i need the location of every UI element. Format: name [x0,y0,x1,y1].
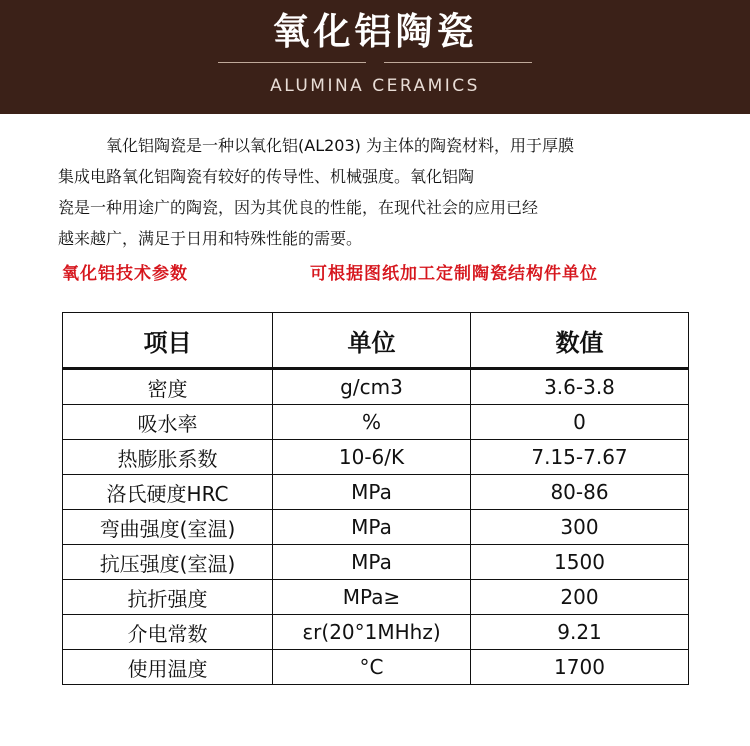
cell-value: 9.21 [471,615,689,650]
title-divider-right [384,62,532,63]
spec-table [62,312,689,685]
cell-value: 300 [471,510,689,545]
intro-line: 越来越广，满足于日用和特殊性能的需要。 [58,229,363,248]
title-divider-left [218,62,366,63]
cell-value: 1700 [471,650,689,685]
cell-unit: MPa [273,545,471,580]
column-header-value: 数值 [471,313,689,369]
table-row [63,475,689,510]
cell-unit: 10-6/K [273,440,471,475]
cell-unit: MPa [273,475,471,510]
cell-item: 介电常数 [63,615,273,650]
table-header-row [63,313,689,369]
page-subtitle: ALUMINA CERAMICS [270,76,480,96]
cell-unit: % [273,405,471,440]
table-row [63,369,689,405]
column-header-item: 项目 [63,313,273,369]
intro-line: 氧化铝陶瓷是一种以氧化铝(AL203) 为主体的陶瓷材料，用于厚膜 [106,136,574,155]
section-label-custom: 可根据图纸加工定制陶瓷结构件单位 [310,264,598,284]
cell-value: 0 [471,405,689,440]
intro-line: 集成电路氧化铝陶瓷有较好的传导性、机械强度。氧化铝陶 [58,167,475,186]
section-label-params: 氧化铝技术参数 [62,264,188,284]
intro-line: 瓷是一种用途广的陶瓷，因为其优良的性能，在现代社会的应用已经 [58,198,539,217]
cell-item: 热膨胀系数 [63,440,273,475]
cell-unit: °C [273,650,471,685]
table-row [63,405,689,440]
cell-value: 3.6-3.8 [471,369,689,405]
column-header-unit: 单位 [273,313,471,369]
cell-item: 吸水率 [63,405,273,440]
cell-unit: MPa [273,510,471,545]
cell-value: 1500 [471,545,689,580]
cell-unit: MPa≥ [273,580,471,615]
intro-paragraph [58,130,708,254]
cell-value: 7.15-7.67 [471,440,689,475]
table-row [63,650,689,685]
cell-item: 使用温度 [63,650,273,685]
page-title: 氧化铝陶瓷 [272,10,478,53]
cell-value: 200 [471,580,689,615]
header-banner [0,0,750,114]
cell-item: 弯曲强度(室温) [63,510,273,545]
table-row [63,580,689,615]
cell-value: 80-86 [471,475,689,510]
table-row [63,510,689,545]
cell-item: 抗压强度(室温) [63,545,273,580]
table-row [63,615,689,650]
cell-item: 密度 [63,369,273,405]
table-row [63,545,689,580]
cell-unit: g/cm3 [273,369,471,405]
cell-item: 抗折强度 [63,580,273,615]
cell-item: 洛氏硬度HRC [63,475,273,510]
table-row [63,440,689,475]
cell-unit: εr(20°1MHhz) [273,615,471,650]
